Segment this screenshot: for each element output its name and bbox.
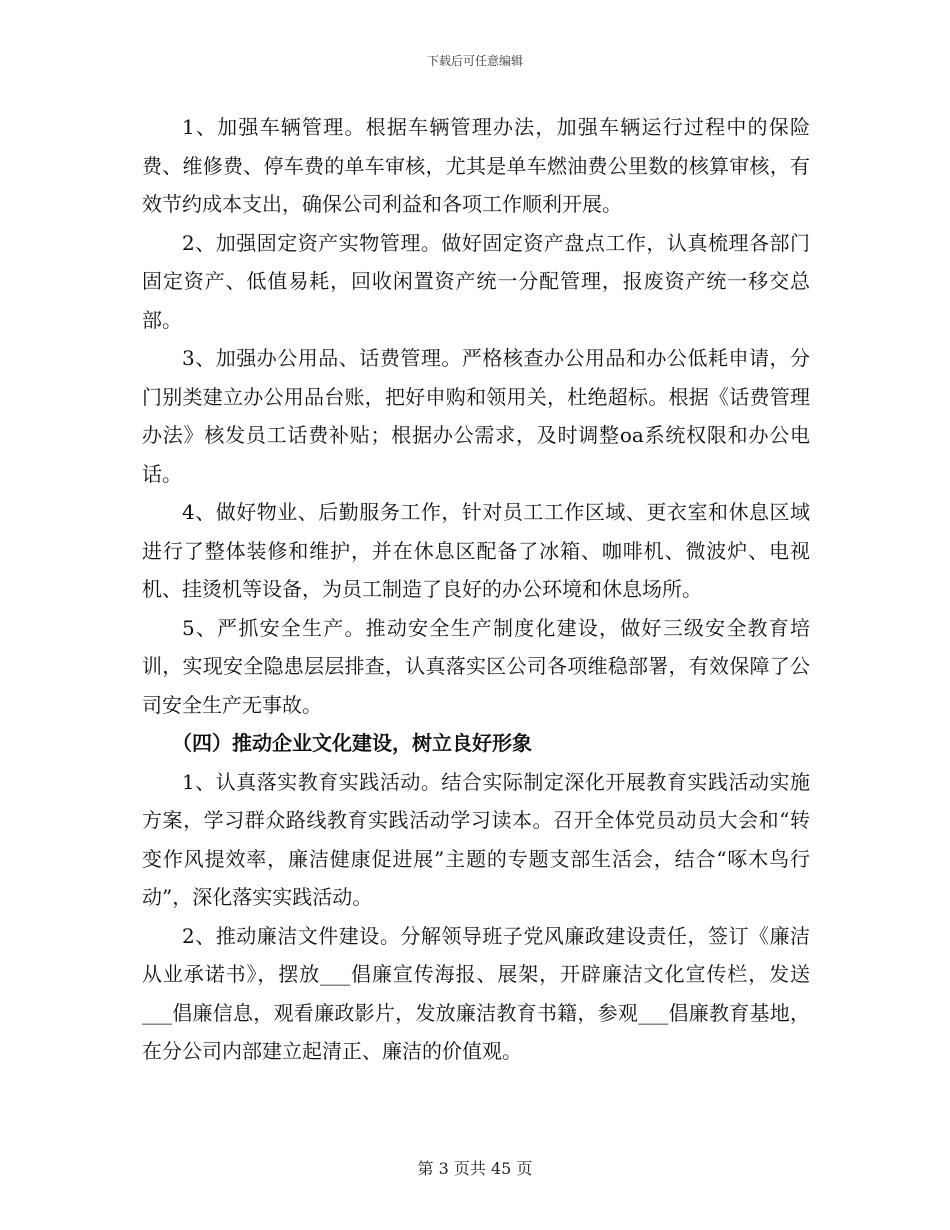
paragraph-education-practice: 1、认真落实教育实践活动。结合实际制定深化开展教育实践活动实施方案，学习群众路线教育实践活动学习读本。召开全体党员动员大会和“转变作风提效率，廉洁健康促进展”主题的专题支部生活会，结合“啄木鸟行动”，深化落实实践活动。 [142,769,810,909]
section-heading-culture: （四）推动企业文化建设，树立良好形象 [172,731,532,755]
paragraph-property-services: 4、做好物业、后勤服务工作，针对员工工作区域、更衣室和休息区域进行了整体装修和维护，并在休息区配备了冰箱、咖啡机、微波炉、电视机、挂烫机等设备，为员工制造了良好的办公环境和休息场所。 [142,500,810,601]
page-header: 下载后可任意编辑 [426,54,523,68]
document-body [142,108,810,1071]
paragraph-vehicle-management: 1、加强车辆管理。根据车辆管理办法，加强车辆运行过程中的保险费、维修费、停车费的单车审核，尤其是单车燃油费公里数的核算审核，有效节约成本支出，确保公司利益和各项工作顺利开展。 [142,115,810,216]
page-number-footer: 第 3 页共 45 页 [417,1159,533,1178]
paragraph-safety-production: 5、严抓安全生产。推动安全生产制度化建设，做好三级安全教育培训，实现安全隐患层层排查，认真落实区公司各项维稳部署，有效保障了公司安全生产无事故。 [142,615,810,717]
paragraph-integrity-building: 2、推动廉洁文件建设。分解领导班子党风廉政建设责任，签订《廉洁从业承诺书》，摆放___倡廉宣传海报、展架，开辟廉洁文化宣传栏，发送___倡廉信息，观看廉政影片，发放廉洁教育书籍，参观___倡廉教育基地，在分公司内部建立起清正、廉洁的价值观。 [142,923,810,1063]
paragraph-office-supplies: 3、加强办公用品、话费管理。严格核查办公用品和办公低耗申请，分门别类建立办公用品台账，把好申购和领用关，杜绝超标。根据《话费管理办法》核发员工话费补贴；根据办公需求，及时调整oa系统权限和办公电话。 [142,346,810,486]
paragraph-fixed-assets: 2、加强固定资产实物管理。做好固定资产盘点工作，认真梳理各部门固定资产、低值易耗，回收闲置资产统一分配管理，报废资产统一移交总部。 [142,230,810,332]
